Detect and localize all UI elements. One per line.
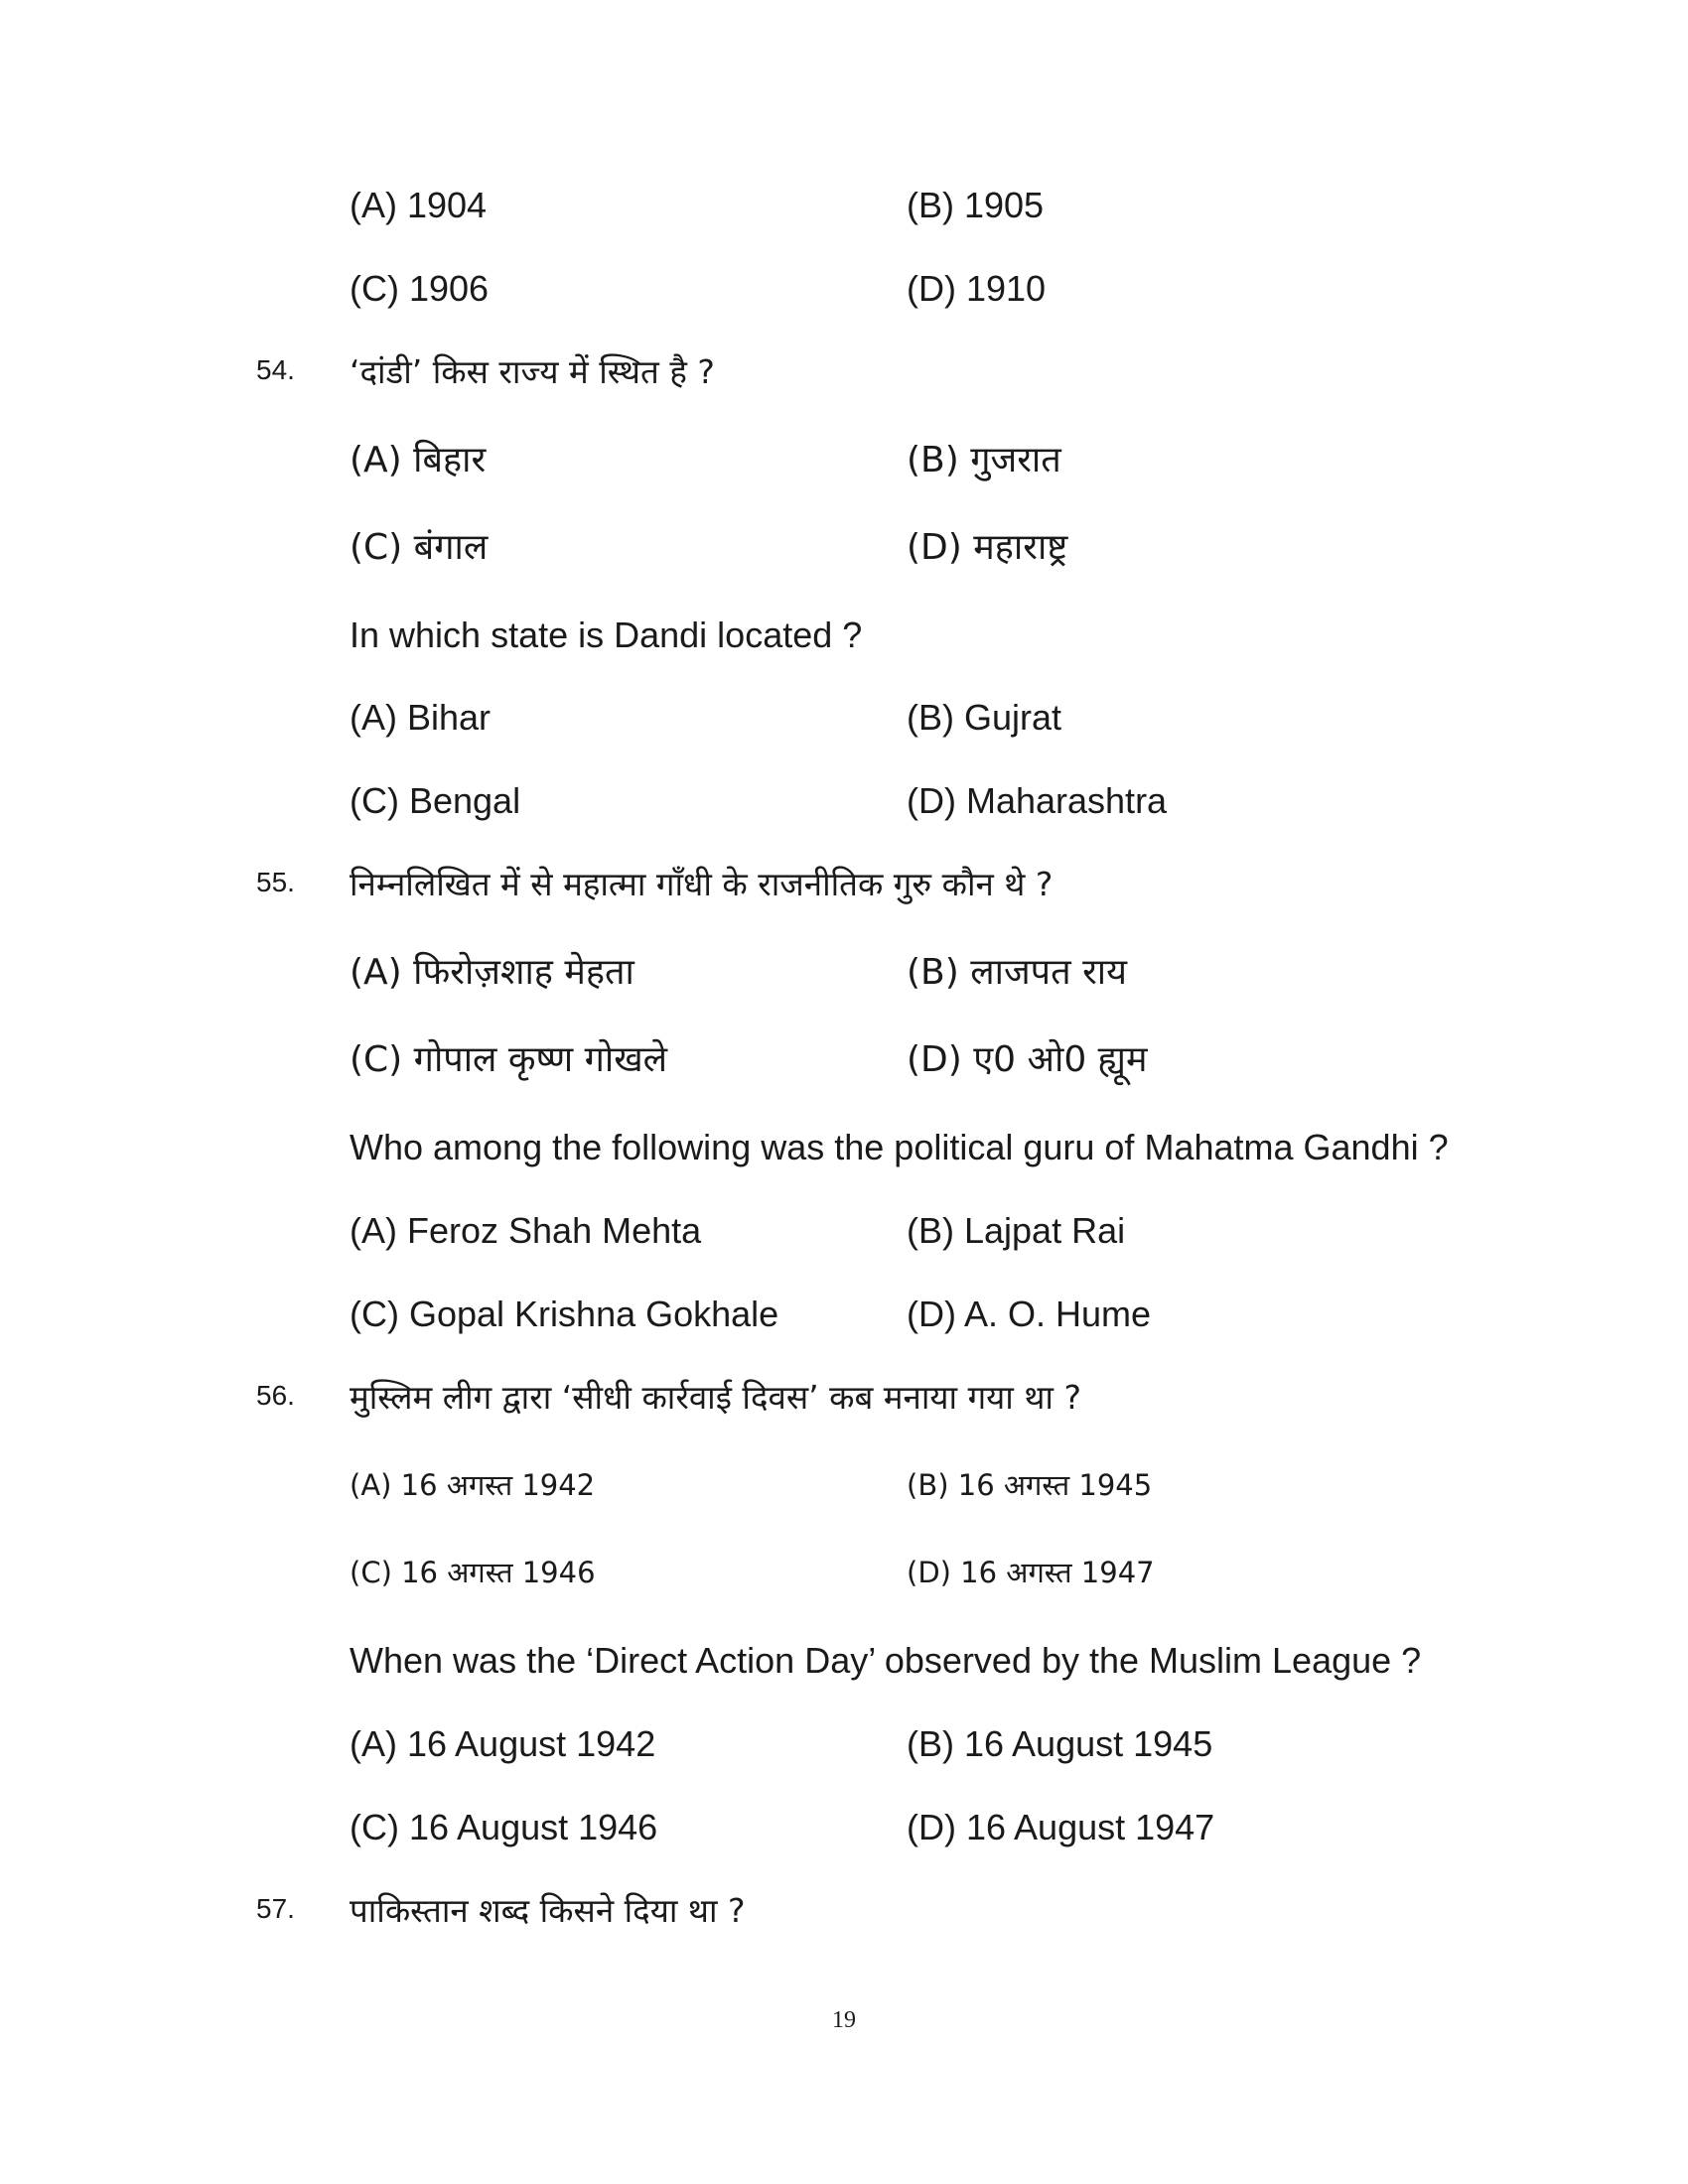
option-d: (D) 1910 xyxy=(907,268,1047,309)
option-row xyxy=(0,688,1688,748)
question-54-hindi xyxy=(0,342,1688,402)
option-b: (B) Lajpat Rai xyxy=(907,1210,1126,1251)
question-text-hindi: निम्नलिखित में से महात्मा गाँधी के राजनीतिक गुरु कौन थे ? xyxy=(350,865,1054,903)
question-text-hindi: पाकिस्तान शब्द किसने दिया था ? xyxy=(350,1891,746,1930)
option-c: (C) गोपाल कृष्ण गोखले xyxy=(350,1039,668,1080)
option-a: (A) 16 August 1942 xyxy=(350,1723,656,1764)
option-row xyxy=(0,1285,1688,1344)
question-56-english xyxy=(0,1631,1688,1691)
question-number: 56. xyxy=(256,1380,295,1411)
option-row xyxy=(0,1455,1688,1515)
question-text-english: Who among the following was the political guru of Mahatma Gandhi ? xyxy=(350,1127,1449,1167)
option-row xyxy=(0,1201,1688,1261)
option-d: (D) महाराष्ट्र xyxy=(907,527,1068,568)
option-b: (B) 1905 xyxy=(907,185,1045,225)
option-c: (C) 16 अगस्त 1946 xyxy=(350,1556,596,1589)
option-c: (C) 1906 xyxy=(350,268,490,309)
question-text-english: In which state is Dandi located ? xyxy=(350,614,863,655)
option-d: (D) 16 August 1947 xyxy=(907,1807,1215,1847)
option-d: (D) A. O. Hume xyxy=(907,1294,1152,1334)
option-a: (A) Feroz Shah Mehta xyxy=(350,1210,702,1251)
page-number: 19 xyxy=(832,2007,856,2033)
option-b: (B) लाजपत राय xyxy=(907,952,1128,993)
option-b: (B) 16 अगस्त 1945 xyxy=(907,1468,1153,1502)
option-d: (D) Maharashtra xyxy=(907,780,1168,821)
option-a: (A) 1904 xyxy=(350,185,488,225)
option-b: (B) 16 August 1945 xyxy=(907,1723,1213,1764)
option-a: (A) बिहार xyxy=(350,440,487,480)
option-row xyxy=(0,1030,1688,1090)
option-c: (C) बंगाल xyxy=(350,527,489,568)
question-55-english xyxy=(0,1118,1688,1177)
option-c: (C) Gopal Krishna Gokhale xyxy=(350,1294,779,1334)
question-number: 54. xyxy=(256,354,295,385)
option-row xyxy=(0,1798,1688,1857)
question-number: 55. xyxy=(256,867,295,897)
option-row xyxy=(0,771,1688,831)
option-a: (A) फिरोज़शाह मेहता xyxy=(350,952,634,993)
question-55-hindi xyxy=(0,855,1688,914)
option-b: (B) Gujrat xyxy=(907,697,1062,738)
question-number: 57. xyxy=(256,1893,295,1924)
option-row xyxy=(0,259,1688,319)
option-row xyxy=(0,518,1688,578)
question-text-hindi: ‘दांडी’ किस राज्य में स्थित है ? xyxy=(350,352,715,391)
question-57-hindi xyxy=(0,1881,1688,1941)
question-text-hindi: मुस्लिम लीग द्वारा ‘सीधी कार्रवाई दिवस’ कब मनाया गया था ? xyxy=(350,1378,1081,1417)
option-a: (A) Bihar xyxy=(350,697,492,738)
option-b: (B) गुजरात xyxy=(907,440,1061,480)
question-text-english: When was the ‘Direct Action Day’ observed by the Muslim League ? xyxy=(350,1640,1422,1681)
option-c: (C) Bengal xyxy=(350,780,521,821)
option-c: (C) 16 August 1946 xyxy=(350,1807,658,1847)
option-row xyxy=(0,943,1688,1003)
option-d: (D) ए0 ओ0 ह्यूम xyxy=(907,1039,1148,1080)
option-row xyxy=(0,1543,1688,1602)
question-54-english xyxy=(0,606,1688,665)
option-row xyxy=(0,1714,1688,1774)
option-a: (A) 16 अगस्त 1942 xyxy=(350,1468,596,1502)
option-row xyxy=(0,176,1688,235)
option-row xyxy=(0,431,1688,490)
question-56-hindi xyxy=(0,1368,1688,1428)
option-d: (D) 16 अगस्त 1947 xyxy=(907,1556,1155,1589)
